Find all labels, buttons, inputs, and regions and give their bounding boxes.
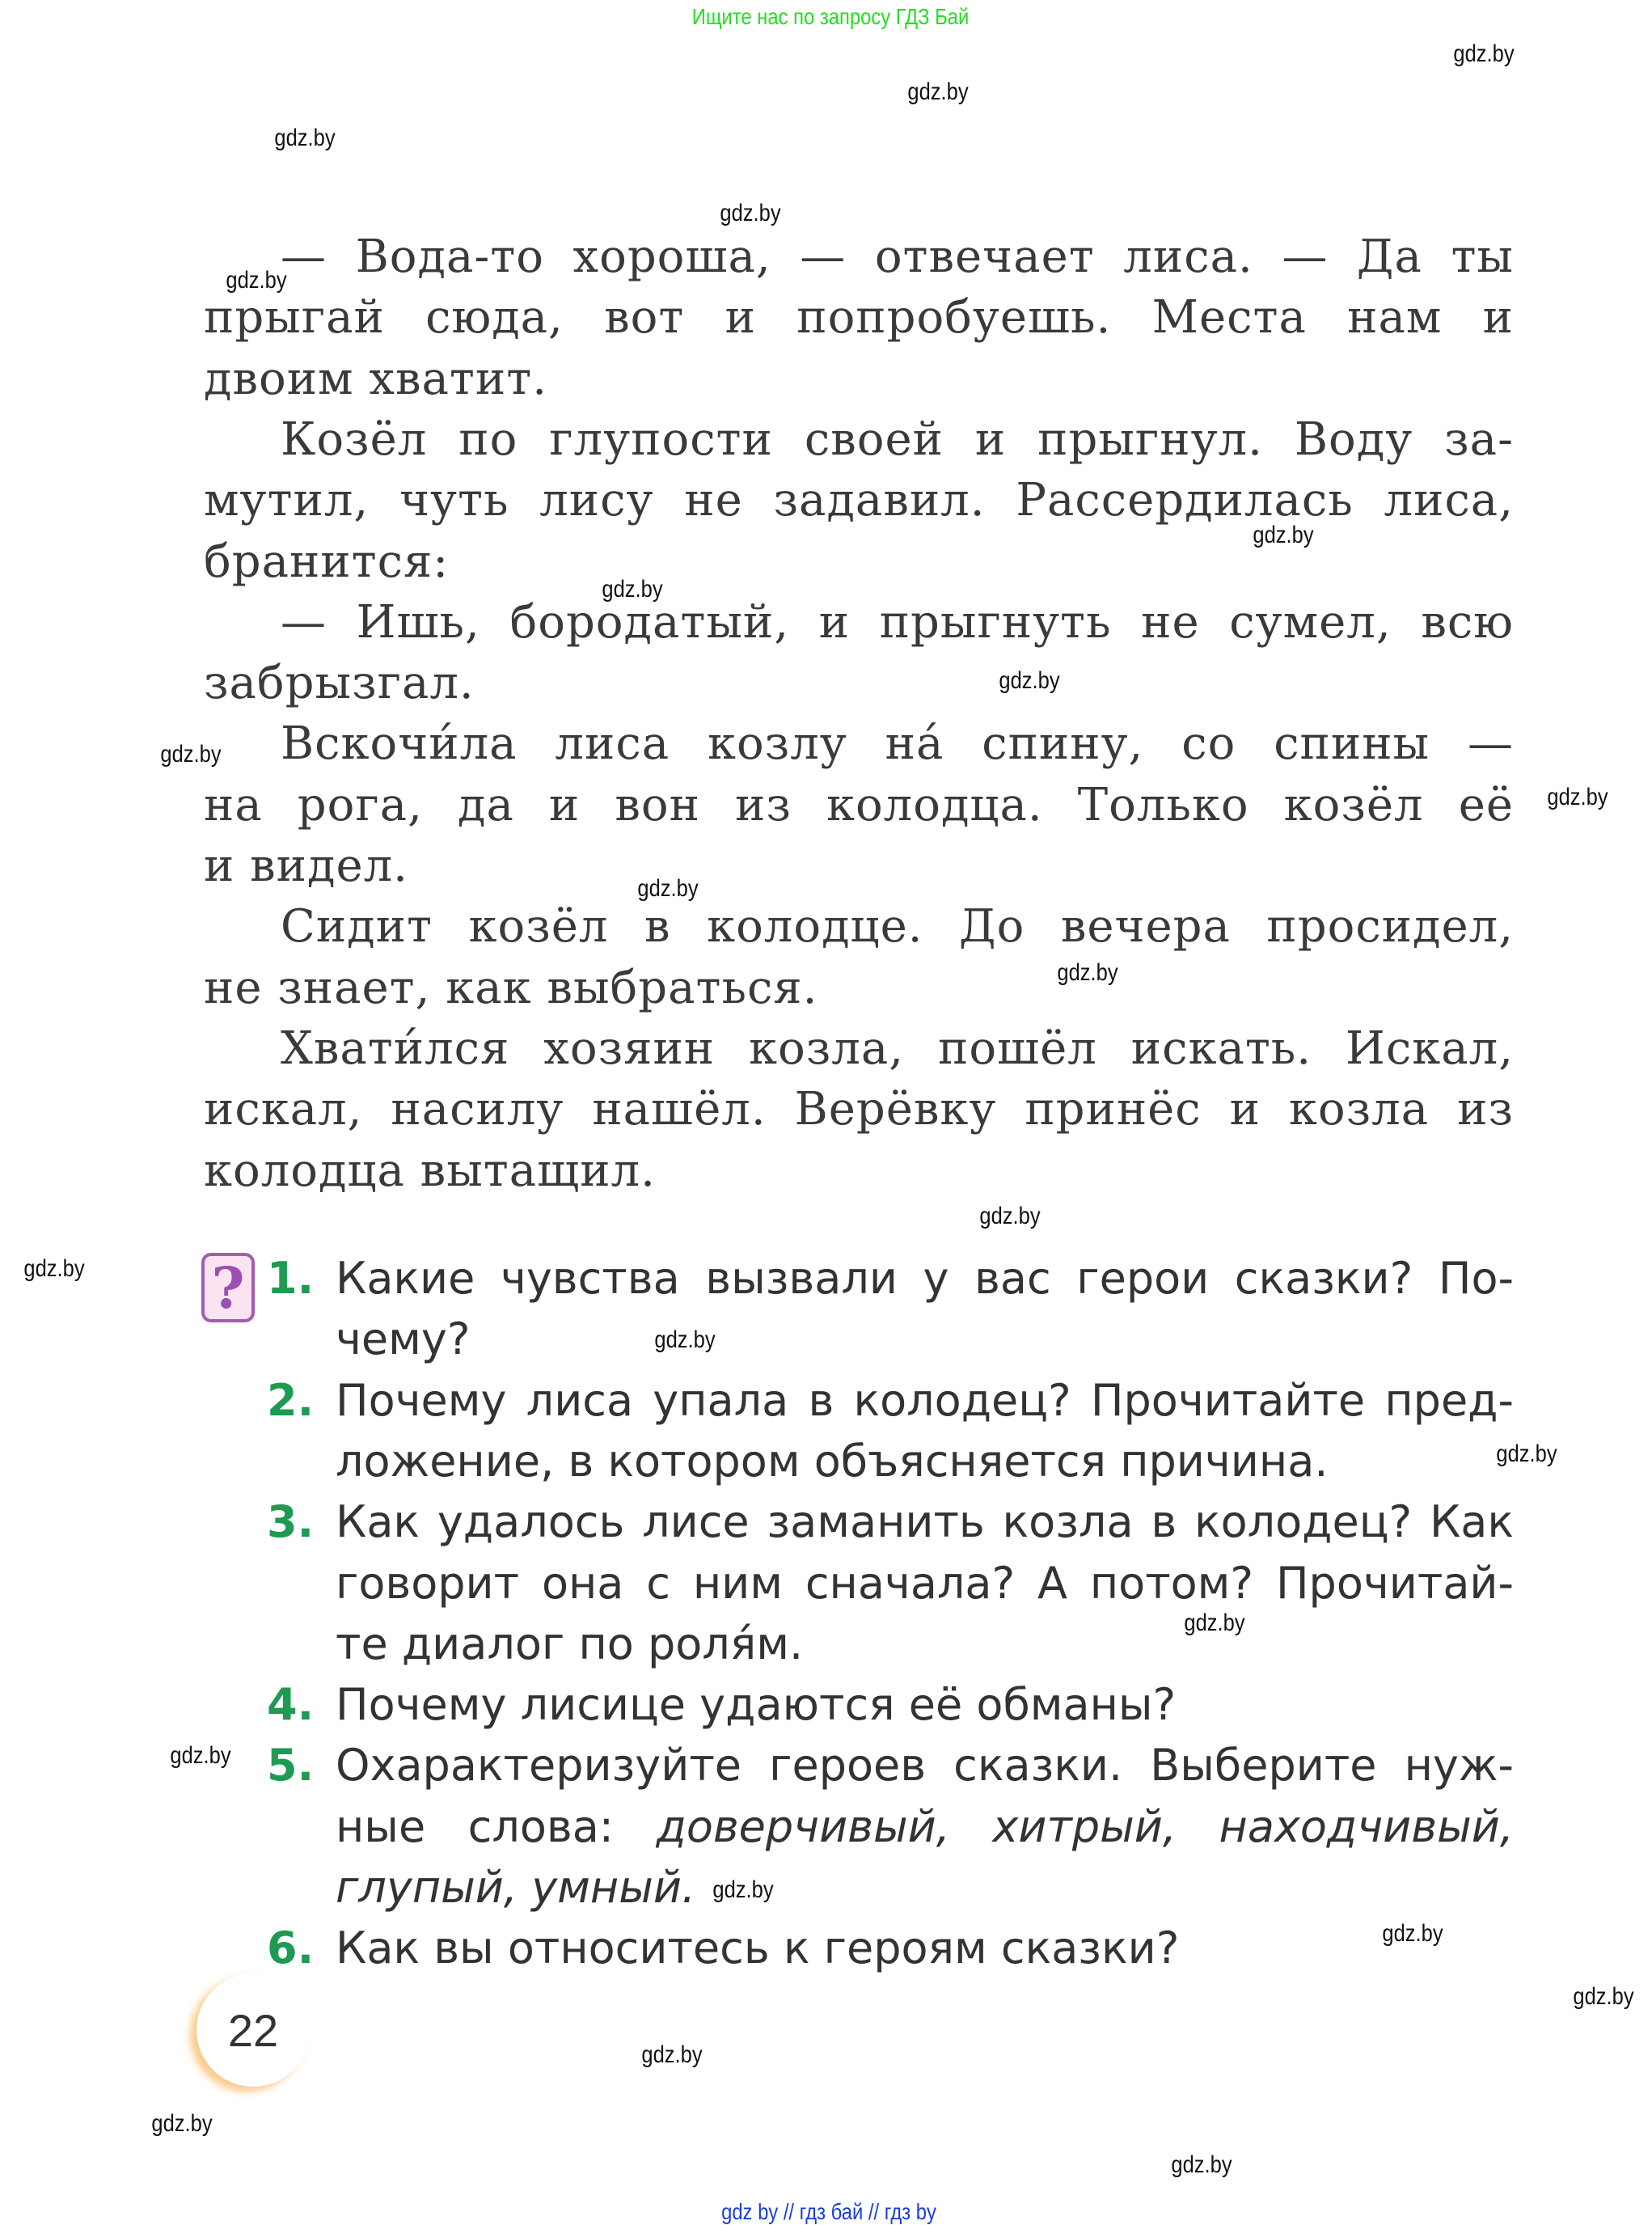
story-line: мутил, чуть лису не задавил. Рассердилась лиса, — [204, 474, 1514, 527]
watermark: gdz.by — [999, 667, 1060, 694]
question-text: чему? — [336, 1313, 471, 1365]
story-line: забрызгал. — [204, 657, 475, 710]
watermark: gdz.by — [151, 2110, 213, 2137]
question-text: Как вы относитесь к героям сказки? — [336, 1923, 1180, 1974]
watermark: gdz.by — [1547, 784, 1608, 810]
story-line: и видел. — [204, 840, 408, 892]
story-line: — Вода-то хороша, — отвечает лиса. — Да ты — [281, 231, 1514, 283]
question-text: Охарактеризуйте героев сказки. Выберите нуж- — [336, 1740, 1514, 1791]
question-text: Почему лиса упала в колодец? Прочитайте пред- — [336, 1374, 1514, 1426]
page-number-badge — [196, 1973, 310, 2087]
story-line: искал, насилу нашёл. Верёвку принёс и козла из — [204, 1083, 1514, 1136]
story-line: двоим хватит. — [204, 352, 547, 405]
question-text: ложение, в котором объясняется причина. — [336, 1435, 1329, 1487]
question-line — [336, 1370, 1514, 1431]
story-line: не знает, как выбраться. — [204, 961, 818, 1014]
story-line: колодца вытащил. — [204, 1144, 656, 1197]
question-text: ные слова: — [336, 1800, 657, 1852]
question-line — [336, 1796, 1514, 1857]
question-number: 3. — [267, 1496, 315, 1548]
question-text: Какие чувства вызвали у вас герои сказки? По- — [336, 1253, 1514, 1304]
question-text: Как удалось лисе заманить козла в колодец? Как — [336, 1496, 1514, 1548]
story-line: бранится: — [204, 535, 450, 588]
watermark: gdz.by — [1496, 1440, 1557, 1467]
question-text: те диалог по роля́м. — [336, 1618, 804, 1669]
question-line — [336, 1918, 1514, 1978]
question-line — [336, 1248, 1514, 1309]
watermark: gdz.by — [602, 576, 663, 603]
question-number: 6. — [267, 1923, 315, 1974]
question-number: 2. — [267, 1374, 315, 1426]
story-line: Вскочи́ла лиса козлу на́ спину, со спины — — [281, 717, 1514, 771]
question-line — [336, 1857, 1514, 1918]
watermark: gdz.by — [226, 267, 287, 294]
watermark: gdz.by — [712, 1876, 774, 1903]
question-text: говорит она с ним сначала? А потом? Прочитай- — [336, 1557, 1514, 1609]
story-line: Хвати́лся хозяин козла, пошёл искать. Искал, — [281, 1022, 1514, 1075]
question-text: Почему лисице удаются её обманы? — [336, 1679, 1177, 1731]
question-line — [336, 1491, 1514, 1552]
page-number: 22 — [227, 2005, 279, 2056]
watermark: gdz.by — [641, 2041, 703, 2068]
watermark: gdz.by — [654, 1326, 716, 1353]
question-line — [336, 1553, 1514, 1614]
watermark: gdz.by — [1453, 40, 1515, 67]
question-icon — [201, 1253, 255, 1322]
watermark: gdz.by — [160, 741, 222, 768]
watermark: gdz.by — [720, 200, 781, 226]
watermark: gdz.by — [637, 875, 699, 902]
watermark: gdz.by — [1253, 522, 1314, 548]
question-number: 5. — [267, 1740, 315, 1791]
story-line: — Ишь, бородатый, и прыгнуть не сумел, всю — [281, 595, 1514, 649]
story-line: прыгай сюда, вот и попробуешь. Места нам и — [204, 291, 1514, 345]
story-line: Сидит козёл в колодце. До вечера просидел, — [281, 900, 1514, 954]
search-banner: Ищите нас по запросу ГДЗ Бай — [691, 4, 970, 29]
watermark: gdz.by — [1382, 1920, 1443, 1947]
watermark: gdz.by — [274, 125, 336, 151]
question-line — [336, 1614, 1514, 1674]
watermark: gdz.by — [1573, 1983, 1634, 2010]
watermark: gdz.by — [1184, 1610, 1245, 1636]
story-line: на рога, да и вон из колодца. Только козёл её — [204, 778, 1514, 831]
question-line — [336, 1309, 1514, 1369]
question-number: 4. — [267, 1679, 315, 1731]
footer-links[interactable]: gdz by // гдз бай // гдз by — [721, 2199, 936, 2224]
question-line — [336, 1674, 1514, 1735]
question-line — [336, 1735, 1514, 1796]
watermark: gdz.by — [170, 1742, 231, 1769]
answer-option-words: доверчивый, хитрый, находчивый, — [656, 1800, 1514, 1852]
watermark: gdz.by — [979, 1203, 1041, 1229]
question-number: 1. — [267, 1253, 315, 1304]
watermark: gdz.by — [1057, 959, 1118, 986]
question-line — [336, 1431, 1514, 1491]
watermark: gdz.by — [1171, 2151, 1232, 2178]
watermark: gdz.by — [23, 1255, 85, 1282]
answer-option-words: глупый, умный. — [336, 1862, 696, 1913]
watermark: gdz.by — [907, 78, 969, 105]
question-mark: ? — [211, 1254, 245, 1322]
story-line: Козёл по глупости своей и прыгнул. Воду за- — [281, 412, 1514, 466]
